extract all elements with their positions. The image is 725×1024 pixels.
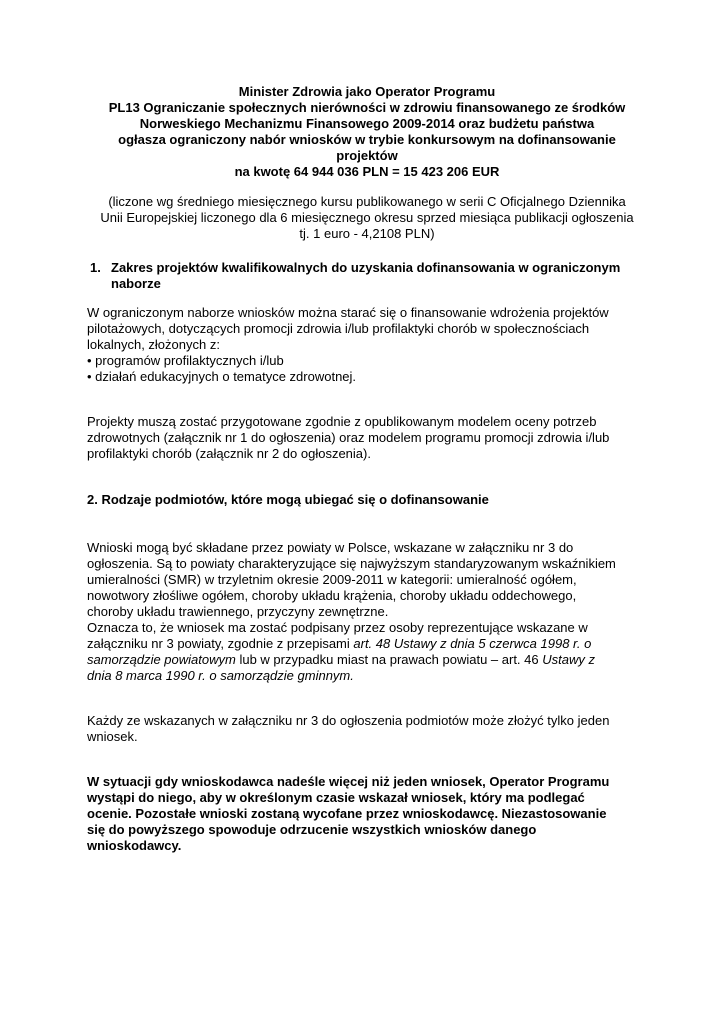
law-citation: dnia 8 marca 1990 r. o samorządzie gminnym.	[87, 668, 354, 683]
paragraph-line: lokalnych, złożonych z:	[87, 337, 220, 352]
bullet-item: • działań edukacyjnych o tematyce zdrowotnej.	[87, 369, 357, 384]
title-line: ogłasza ograniczony nabór wniosków w trybie konkursowym na dofinansowanie	[118, 132, 616, 147]
law-citation: samorządzie powiatowym	[87, 652, 236, 667]
paragraph-line: nowotwory złośliwe ogółem, choroby układu krążenia, choroby układu oddechowego,	[87, 588, 577, 603]
paragraph-line: wniosek.	[87, 729, 138, 744]
exchange-rate-note	[87, 194, 647, 242]
title-line: projektów	[336, 148, 398, 163]
paragraph-line: wnioskodawcy.	[87, 838, 182, 853]
title-line: Norweskiego Mechanizmu Finansowego 2009-2014 oraz budżetu państwa	[139, 116, 595, 131]
paragraph-line	[87, 652, 647, 668]
bullet-item: • programów profilaktycznych i/lub	[87, 353, 284, 368]
heading-line: Zakres projektów kwalifikowalnych do uzyskania dofinansowania w ograniczonym	[111, 260, 621, 275]
title-line: PL13 Ograniczanie społecznych nierówności w zdrowiu finansowanego ze środków	[108, 100, 626, 115]
paragraph-line: pilotażowych, dotyczących promocji zdrowia i/lub profilaktyki chorób w społecznościach	[87, 321, 590, 336]
paragraph-line: umieralności (SMR) w trzyletnim okresie 2009-2011 w kategorii: umieralność ogółem,	[87, 572, 577, 587]
note-line: (liczone wg średniego miesięcznego kursu publikowanego w serii C Oficjalnego Dziennika	[108, 194, 626, 209]
amount-line: na kwotę 64 944 036 PLN = 15 423 206 EUR	[234, 164, 500, 179]
text-run: lub w przypadku miast na prawach powiatu – art. 46	[235, 652, 543, 667]
paragraph-line: profilaktyki chorób (załącznik nr 2 do ogłoszenia).	[87, 446, 371, 461]
section-number: 1.	[90, 260, 101, 275]
section-1-heading	[90, 260, 647, 292]
text-run: załączniku nr 3 powiaty, zgodnie z przepisami	[87, 636, 354, 651]
announcement-title	[87, 84, 647, 180]
paragraph-line: W ograniczonym naborze wniosków można starać się o finansowanie wdrożenia projektów	[87, 305, 609, 320]
section-2-paragraph-3	[87, 713, 647, 745]
paragraph-line: W sytuacji gdy wnioskodawca nadeśle więcej niż jeden wniosek, Operator Programu	[87, 774, 610, 789]
paragraph-line: choroby układu trawiennego, przyczyny zewnętrzne.	[87, 604, 389, 619]
paragraph-line	[87, 636, 647, 652]
paragraph-line: ocenie. Pozostałe wnioski zostaną wycofane przez wnioskodawcę. Niezastosowanie	[87, 806, 607, 821]
heading-line: 2. Rodzaje podmiotów, które mogą ubiegać się o dofinansowanie	[87, 492, 489, 507]
law-citation: art. 48 Ustawy z dnia 5 czerwca 1998 r. o	[353, 636, 592, 651]
note-line: tj. 1 euro - 4,2108 PLN)	[299, 226, 435, 241]
section-2-paragraph-1	[87, 540, 647, 620]
section-2-paragraph-2	[87, 620, 647, 684]
note-line: Unii Europejskiej liczonego dla 6 miesięcznego okresu sprzed miesiąca publikacji ogłoszenia	[100, 210, 634, 225]
paragraph-line: Oznacza to, że wniosek ma zostać podpisany przez osoby reprezentujące wskazane w	[87, 620, 588, 635]
section-1-paragraph-1	[87, 305, 647, 385]
paragraph-line	[87, 668, 647, 684]
paragraph-line: zdrowotnych (załącznik nr 1 do ogłoszenia) oraz modelem programu promocji zdrowia i/lub	[87, 430, 610, 445]
law-citation: Ustawy z	[542, 652, 595, 667]
title-line: Minister Zdrowia jako Operator Programu	[238, 84, 496, 99]
section-1-paragraph-2	[87, 414, 647, 462]
paragraph-line: ogłoszenia. Są to powiaty charakteryzujące się najwyższym standaryzowanym wskaźnikiem	[87, 556, 616, 571]
paragraph-line: Wnioski mogą być składane przez powiaty w Polsce, wskazane w załączniku nr 3 do	[87, 540, 574, 555]
paragraph-line: Każdy ze wskazanych w załączniku nr 3 do ogłoszenia podmiotów może złożyć tylko jeden	[87, 713, 610, 728]
section-2-paragraph-4	[87, 774, 647, 854]
paragraph-line: wystąpi do niego, aby w określonym czasie wskazał wniosek, który ma podlegać	[87, 790, 585, 805]
paragraph-line: się do powyższego spowoduje odrzucenie wszystkich wniosków danego	[87, 822, 537, 837]
section-2-heading	[87, 492, 647, 508]
paragraph-line: Projekty muszą zostać przygotowane zgodnie z opublikowanym modelem oceny potrzeb	[87, 414, 597, 429]
heading-line: naborze	[111, 276, 161, 291]
